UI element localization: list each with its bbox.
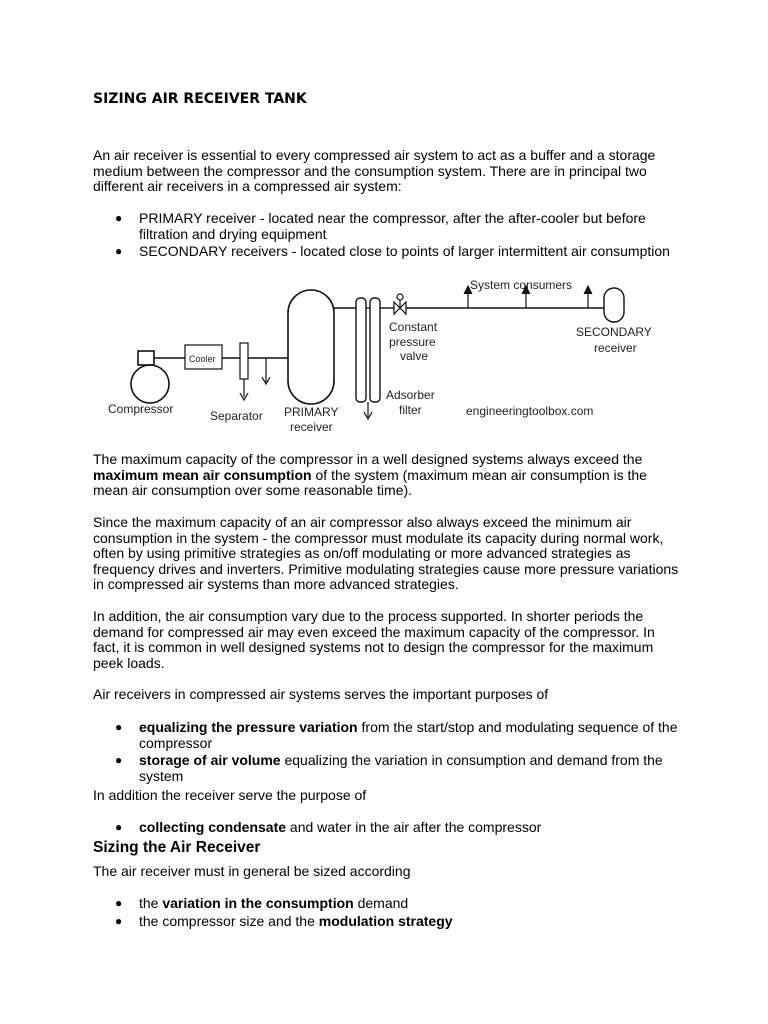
adsorber-label-line1: Adsorber — [386, 388, 435, 402]
condensate-list — [93, 820, 683, 838]
modulate-paragraph: Since the maximum capacity of an air compressor also always exceed the minimum air consumption in the system - the compressor must modulate its capacity during normal work, often by using primitive strategies as on/off modulating or more advanced strategies as frequency drives and inverters. Primitive modulating strategies cause more pressure variations in compressed air systems than more advanced strategies. — [93, 514, 679, 592]
primary-receiver-label-line1: PRIMARY — [284, 405, 339, 419]
sizing-paragraph: The air receiver must in general be sized according — [93, 863, 411, 879]
section-heading: Sizing the Air Receiver — [93, 839, 261, 856]
receiver-types-list — [93, 211, 683, 262]
list-item: ● PRIMARY receiver - located near the compressor, after the after-cooler but before filtration and drying equipment — [115, 210, 646, 242]
list-item: ● equalizing the pressure variation from the start/stop and modulating sequence of the compressor — [115, 719, 678, 751]
secondary-receiver-label-line1: SECONDARY — [576, 325, 652, 339]
bullet-icon: ● — [115, 753, 123, 767]
list-item: ● the variation in the consumption demand — [115, 895, 409, 911]
primary-receiver-label-line2: receiver — [290, 420, 333, 434]
purposes-paragraph: Air receivers in compressed air systems serves the important purposes of — [93, 686, 549, 702]
list-item: ● collecting condensate and water in the air after the compressor — [115, 819, 542, 835]
bullet-icon: ● — [115, 211, 123, 225]
separator-label: Separator — [210, 409, 263, 423]
separator-icon — [240, 343, 248, 400]
list-item: ● storage of air volume equalizing the variation in consumption and demand from the system — [115, 752, 663, 784]
cooler-label: Cooler — [189, 354, 216, 364]
valve-label-line2: pressure — [389, 335, 436, 349]
sizing-list — [93, 896, 683, 931]
list-item: ● the compressor size and the modulation strategy — [115, 912, 453, 929]
bullet-icon: ● — [115, 244, 123, 258]
page-title: SIZING AIR RECEIVER TANK — [93, 91, 307, 107]
bullet-icon: ● — [115, 913, 123, 928]
primary-receiver-icon — [288, 290, 334, 404]
adsorber-label-line2: filter — [399, 403, 422, 417]
air-system-diagram — [100, 272, 670, 442]
addition-paragraph: In addition the receiver serve the purpose of — [93, 787, 367, 803]
valve-label-line3: valve — [400, 349, 429, 363]
capacity-paragraph: The maximum capacity of the compressor in a well designed systems always exceed the maximum mean air consumption of the system (maximum mean air consumption is the mean air consumption over some reasonable time). — [93, 451, 647, 498]
intro-paragraph: An air receiver is essential to every compressed air system to act as a buffer and a storage medium between the compressor and the consumption system. There are in principal two different air receivers in a compressed air system: — [93, 147, 656, 194]
purposes-list — [93, 720, 683, 786]
list-item: ● SECONDARY receivers - located close to points of larger intermittent air consumption — [115, 243, 670, 259]
valve-icon — [394, 294, 406, 314]
variation-paragraph: In addition, the air consumption vary due to the process supported. In shorter periods the demand for compressed air may even exceed the maximum capacity of the compressor. In fact, it is common in well designed systems not to design the compressor for the maximum peek loads. — [93, 608, 655, 671]
secondary-receiver-label-line2: receiver — [594, 341, 637, 355]
bullet-icon: ● — [115, 896, 123, 910]
bullet-icon: ● — [115, 720, 123, 734]
secondary-receiver-icon — [604, 288, 624, 322]
adsorber-filter-icon — [356, 298, 380, 419]
compressor-icon — [131, 351, 185, 403]
valve-label-line1: Constant — [389, 320, 438, 334]
source-credit: engineeringtoolbox.com — [466, 404, 594, 418]
compressor-label: Compressor — [108, 402, 174, 416]
consumers-label: System consumers — [470, 278, 573, 292]
bullet-icon: ● — [115, 820, 123, 834]
